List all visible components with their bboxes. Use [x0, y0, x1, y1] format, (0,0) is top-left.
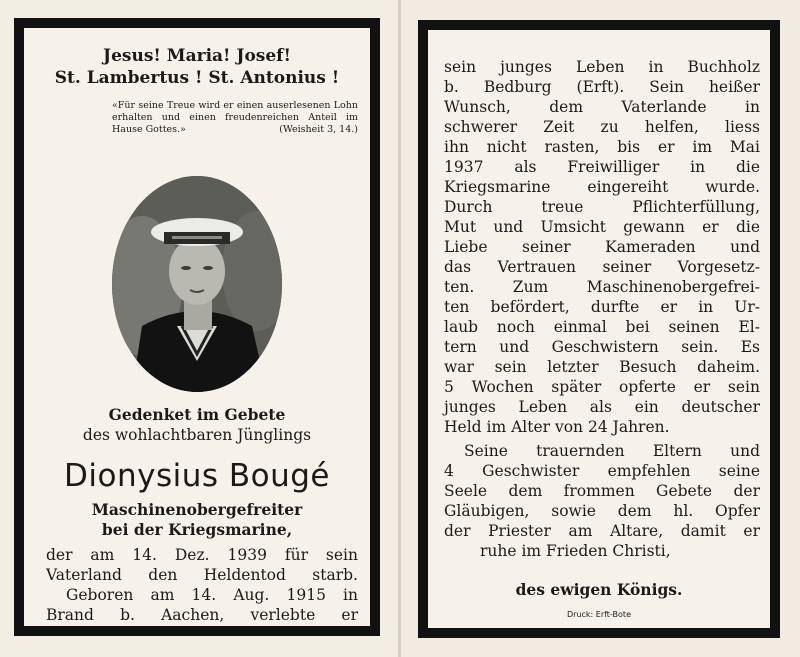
body-line: 1937 als Freiwilliger in die [444, 158, 760, 176]
header-invocation: Jesus! Maria! Josef! [103, 46, 291, 66]
body-line: junges Leben als ein deutscher [444, 398, 760, 416]
printer-imprint: Druck: Erft-Bote [567, 610, 631, 619]
sailor-portrait-image [112, 176, 282, 392]
body-line: Durch treue Pflichterfüllung, [444, 198, 760, 216]
body-line: Geboren am 14. Aug. 1915 in [66, 586, 358, 604]
header-saints: St. Lambertus ! St. Antonius ! [54, 68, 340, 88]
body-line: das Vertrauen seiner Vorgesetz- [444, 258, 760, 276]
intro-line-1: Gedenket im Gebete [108, 405, 286, 424]
intro-line-2: des wohlachtbaren Jünglings [82, 426, 312, 444]
left-mourning-frame [14, 18, 380, 636]
body-line: tern und Geschwistern sein. Es [444, 338, 760, 356]
body-line: ihn nicht rasten, bis er im Mai [444, 138, 760, 156]
portrait-photo [112, 176, 282, 392]
quote-reference: (Weisheit 3, 14.) [279, 124, 358, 135]
body-line: Seine trauernden Eltern und [464, 442, 760, 460]
body-line: der Priester am Altare, damit er [444, 522, 760, 540]
body-line: Brand b. Aachen, verlebte er [46, 606, 358, 624]
right-mourning-frame [418, 20, 780, 638]
body-line: der am 14. Dez. 1939 für sein [46, 546, 358, 564]
body-line: Gläubigen, sowie dem hl. Opfer [444, 502, 760, 520]
body-line: war sein letzter Besuch daheim. [444, 358, 760, 376]
body-line: sein junges Leben in Buchholz [444, 58, 760, 76]
quote-text: «Für seine Treue wird er einen auserlesenen Lohn erhalten und einen freudenreichen Anteil im Hause Gottes.» [112, 100, 358, 135]
body-line: Seele dem frommen Gebete der [444, 482, 760, 500]
body-line: Held im Alter von 24 Jahren. [444, 418, 670, 436]
body-line: 5 Wochen später opferte er sein [444, 378, 760, 396]
body-line: ten befördert, durfte er in Ur- [444, 298, 760, 316]
card-fold [398, 0, 401, 657]
body-line: schwerer Zeit zu helfen, liess [444, 118, 760, 136]
scripture-quote [112, 100, 358, 136]
body-line: Wunsch, dem Vaterlande in [444, 98, 760, 116]
deceased-name: Dionysius Bougé [64, 458, 330, 494]
body-line: Vaterland den Heldentod starb. [46, 566, 358, 584]
closing-line: des ewigen Königs. [515, 580, 683, 599]
rank-line-1: Maschinenobergefreiter [91, 500, 303, 519]
body-line: 4 Geschwister empfehlen seine [444, 462, 760, 480]
body-line: Mut und Umsicht gewann er die [444, 218, 760, 236]
body-line: laub noch einmal bei seinen El- [444, 318, 760, 336]
body-line: Liebe seiner Kameraden und [444, 238, 760, 256]
body-line: b. Bedburg (Erft). Sein heißer [444, 78, 760, 96]
body-line: Kriegsmarine eingereiht wurde. [444, 178, 760, 196]
body-line: ruhe im Frieden Christi, [480, 542, 671, 560]
rank-line-2: bei der Kriegsmarine, [101, 520, 293, 539]
body-line: ten. Zum Maschinenobergefrei- [444, 278, 760, 296]
